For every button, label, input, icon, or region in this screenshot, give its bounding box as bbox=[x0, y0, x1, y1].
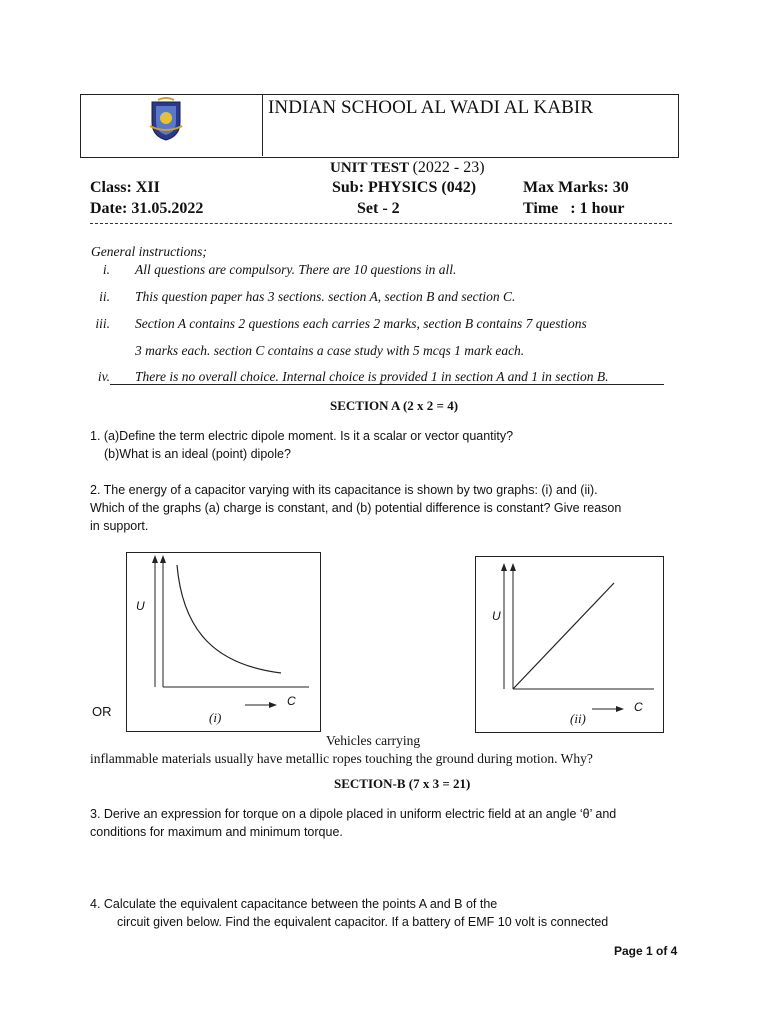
unit-test-year: (2022 - 23) bbox=[412, 159, 485, 176]
section-a-title: SECTION A (2 x 2 = 4) bbox=[330, 398, 459, 413]
graph-i-ylabel: U bbox=[136, 599, 145, 613]
instruction-number: ii. bbox=[99, 289, 110, 304]
or-question-line-2: inflammable materials usually have metallic ropes touching the ground during motion. Why? bbox=[90, 751, 593, 766]
instruction-number: i. bbox=[102, 262, 110, 277]
date-label: Date: 31.05.2022 bbox=[90, 200, 204, 217]
c-arrow-icon bbox=[616, 706, 624, 712]
instruction-text: There is no overall choice. Internal choice is provided 1 in section A and 1 in section B. bbox=[135, 369, 609, 384]
header-divider bbox=[262, 94, 263, 156]
question-2-line-3: in support. bbox=[90, 519, 149, 533]
graph-ii-caption: (ii) bbox=[570, 711, 586, 726]
graph-ii bbox=[475, 556, 664, 733]
class-label: Class: XII bbox=[90, 179, 160, 196]
school-logo-icon bbox=[146, 96, 186, 142]
question-2-line-2: Which of the graphs (a) charge is constant, and (b) potential difference is constant? Give reason bbox=[90, 501, 622, 515]
instructions-title: General instructions; bbox=[91, 244, 207, 259]
instruction-text: 3 marks each. section C contains a case study with 5 mcqs 1 mark each. bbox=[135, 343, 525, 358]
instruction-text: All questions are compulsory. There are 10 questions in all. bbox=[135, 262, 457, 277]
instruction-text: This question paper has 3 sections. section A, section B and section C. bbox=[135, 289, 516, 304]
time-label: Time : 1 hour bbox=[523, 200, 625, 217]
graph-i bbox=[126, 552, 321, 732]
y-axis-inner-arrow-icon bbox=[510, 563, 516, 571]
hyperbola-curve bbox=[177, 565, 281, 673]
graph-i-caption: (i) bbox=[209, 710, 222, 725]
question-4-line-1: 4. Calculate the equivalent capacitance between the points A and B of the bbox=[90, 897, 498, 911]
instruction-number: iii. bbox=[95, 316, 110, 331]
dashed-divider bbox=[90, 223, 672, 224]
set-label: Set - 2 bbox=[357, 200, 400, 217]
subject-label: Sub: PHYSICS (042) bbox=[332, 179, 477, 196]
graph-ii-ylabel: U bbox=[492, 609, 501, 623]
page-number: Page 1 of 4 bbox=[614, 944, 678, 958]
y-axis-arrow-icon bbox=[501, 563, 507, 571]
question-1-line-2: (b)What is an ideal (point) dipole? bbox=[104, 447, 291, 461]
question-1-line-1: 1. (a)Define the term electric dipole moment. Is it a scalar or vector quantity? bbox=[90, 429, 514, 443]
unit-test-label: UNIT TEST bbox=[330, 160, 409, 176]
school-name: INDIAN SCHOOL AL WADI AL KABIR bbox=[268, 97, 594, 118]
instruction-text: Section A contains 2 questions each carries 2 marks, section B contains 7 questions bbox=[135, 316, 587, 331]
question-3-line-2: conditions for maximum and minimum torque. bbox=[90, 825, 343, 839]
max-marks-label: Max Marks: 30 bbox=[523, 179, 629, 196]
question-3-line-1: 3. Derive an expression for torque on a dipole placed in uniform electric field at an angle ‘θ’ and bbox=[90, 807, 617, 821]
instruction-underline bbox=[110, 384, 664, 385]
graph-i-xlabel: C bbox=[287, 694, 296, 708]
linear-line bbox=[513, 583, 614, 689]
question-2-line-1: 2. The energy of a capacitor varying with its capacitance is shown by two graphs: (i) and (ii). bbox=[90, 483, 598, 497]
section-b-title: SECTION-B (7 x 3 = 21) bbox=[334, 776, 471, 791]
y-axis-arrow-icon bbox=[152, 555, 158, 563]
or-question-line-1: Vehicles carrying bbox=[326, 733, 421, 748]
question-4-line-2: circuit given below. Find the equivalent capacitor. If a battery of EMF 10 volt is connected bbox=[117, 915, 609, 929]
graph-ii-xlabel: C bbox=[634, 700, 643, 714]
unit-test-title bbox=[330, 159, 485, 177]
c-arrow-icon bbox=[269, 702, 277, 708]
or-label: OR bbox=[92, 704, 112, 719]
y-axis-inner-arrow-icon bbox=[160, 555, 166, 563]
instruction-number: iv. bbox=[97, 369, 110, 384]
